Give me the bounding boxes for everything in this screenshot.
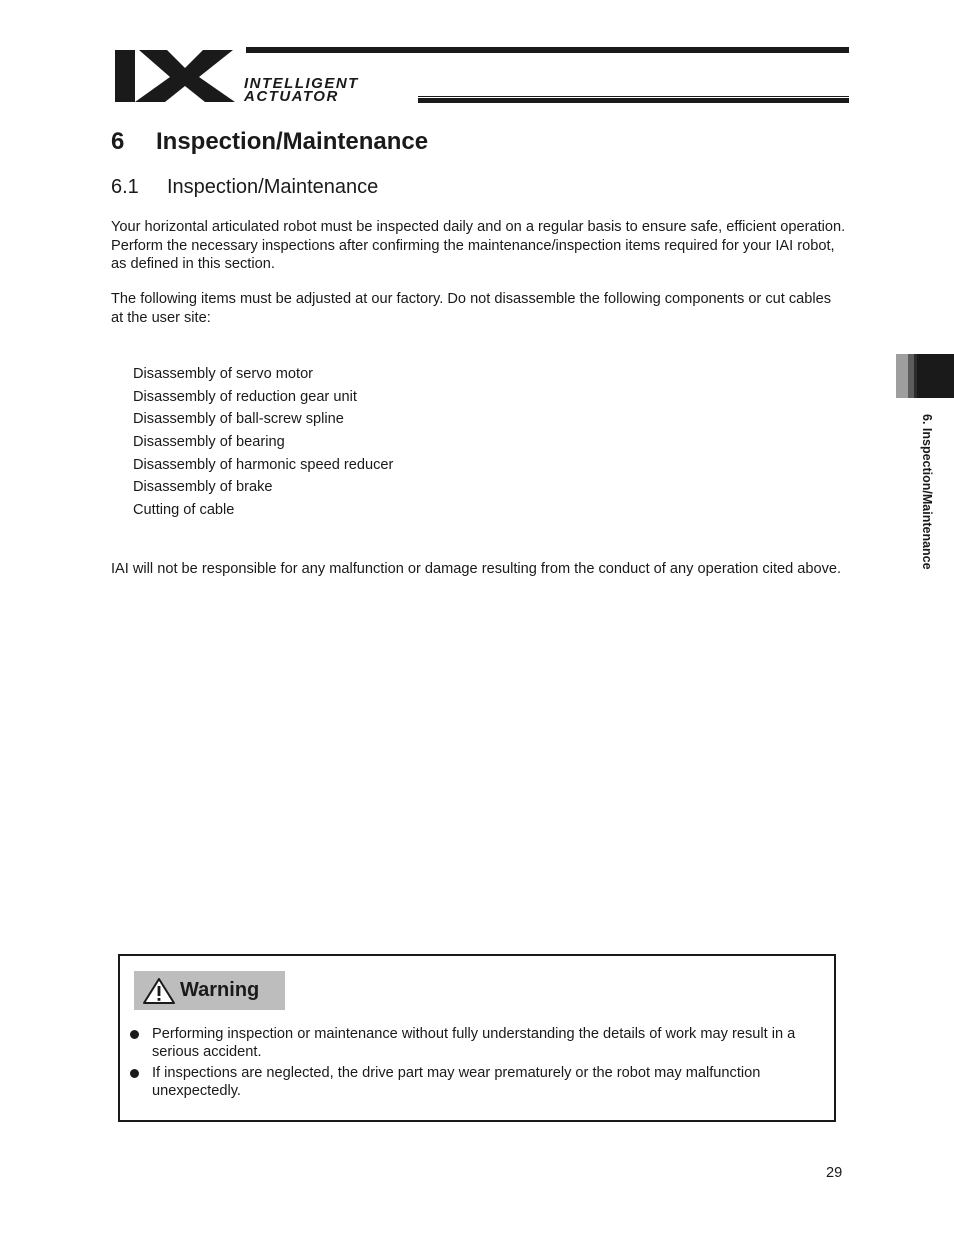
logo-text-actuator: ACTUATOR [244, 88, 339, 105]
section-number: 6.1 [111, 176, 139, 198]
chapter-number: 6 [111, 128, 125, 155]
warning-item-text: If inspections are neglected, the drive part may wear prematurely or the robot may malfunction unexpectedly. [152, 1065, 761, 1099]
page-number: 29 [826, 1165, 843, 1181]
prohibited-items-list [133, 365, 393, 524]
warning-item [128, 1064, 826, 1100]
bullet-icon [130, 1069, 139, 1078]
list-item: Disassembly of harmonic speed reducer [133, 456, 394, 473]
chapter-heading [111, 128, 428, 156]
bullet-icon [130, 1030, 139, 1039]
warning-item [128, 1025, 826, 1061]
chapter-side-tab [896, 354, 954, 398]
header-rule-bottom-thin [418, 96, 849, 97]
warning-heading: Warning [180, 979, 260, 1001]
warning-list [128, 1025, 826, 1103]
warning-item-text: Performing inspection or maintenance without fully understanding the details of work may result in a serious accident. [152, 1026, 796, 1060]
warning-triangle-icon [142, 977, 176, 1005]
disclaimer-paragraph: IAI will not be responsible for any malfunction or damage resulting from the conduct of any operation cited above. [111, 561, 842, 577]
ix-logo-mark [113, 46, 235, 104]
factory-adjustment-paragraph: The following items must be adjusted at our factory. Do not disassemble the following components or cut cables at the user site: [111, 291, 832, 326]
logo-text-intelligent: INTELLIGENT [244, 75, 359, 92]
intro-paragraph: Your horizontal articulated robot must be inspected daily and on a regular basis to ensure safe, efficient operation. Perform the necessary inspections after confirming the maintenance/inspection items required for your IAI robot, as defined in this section. [111, 219, 846, 272]
list-item: Disassembly of servo motor [133, 366, 314, 382]
header-logo [113, 46, 853, 106]
side-tab-label: 6. Inspection/Maintenance [920, 414, 934, 570]
list-item: Cutting of cable [133, 502, 235, 519]
header-rule-bottom [418, 98, 849, 103]
chapter-title: Inspection/Maintenance [156, 128, 429, 155]
list-item: Disassembly of ball-screw spline [133, 411, 344, 428]
header-rule-top-thin [246, 52, 849, 53]
section-title: Inspection/Maintenance [167, 176, 379, 198]
list-item: Disassembly of reduction gear unit [133, 388, 357, 405]
list-item: Disassembly of brake [133, 479, 273, 496]
list-item: Disassembly of bearing [133, 434, 285, 451]
section-heading [111, 176, 378, 199]
warning-box [118, 954, 836, 1122]
warning-header [134, 971, 285, 1010]
